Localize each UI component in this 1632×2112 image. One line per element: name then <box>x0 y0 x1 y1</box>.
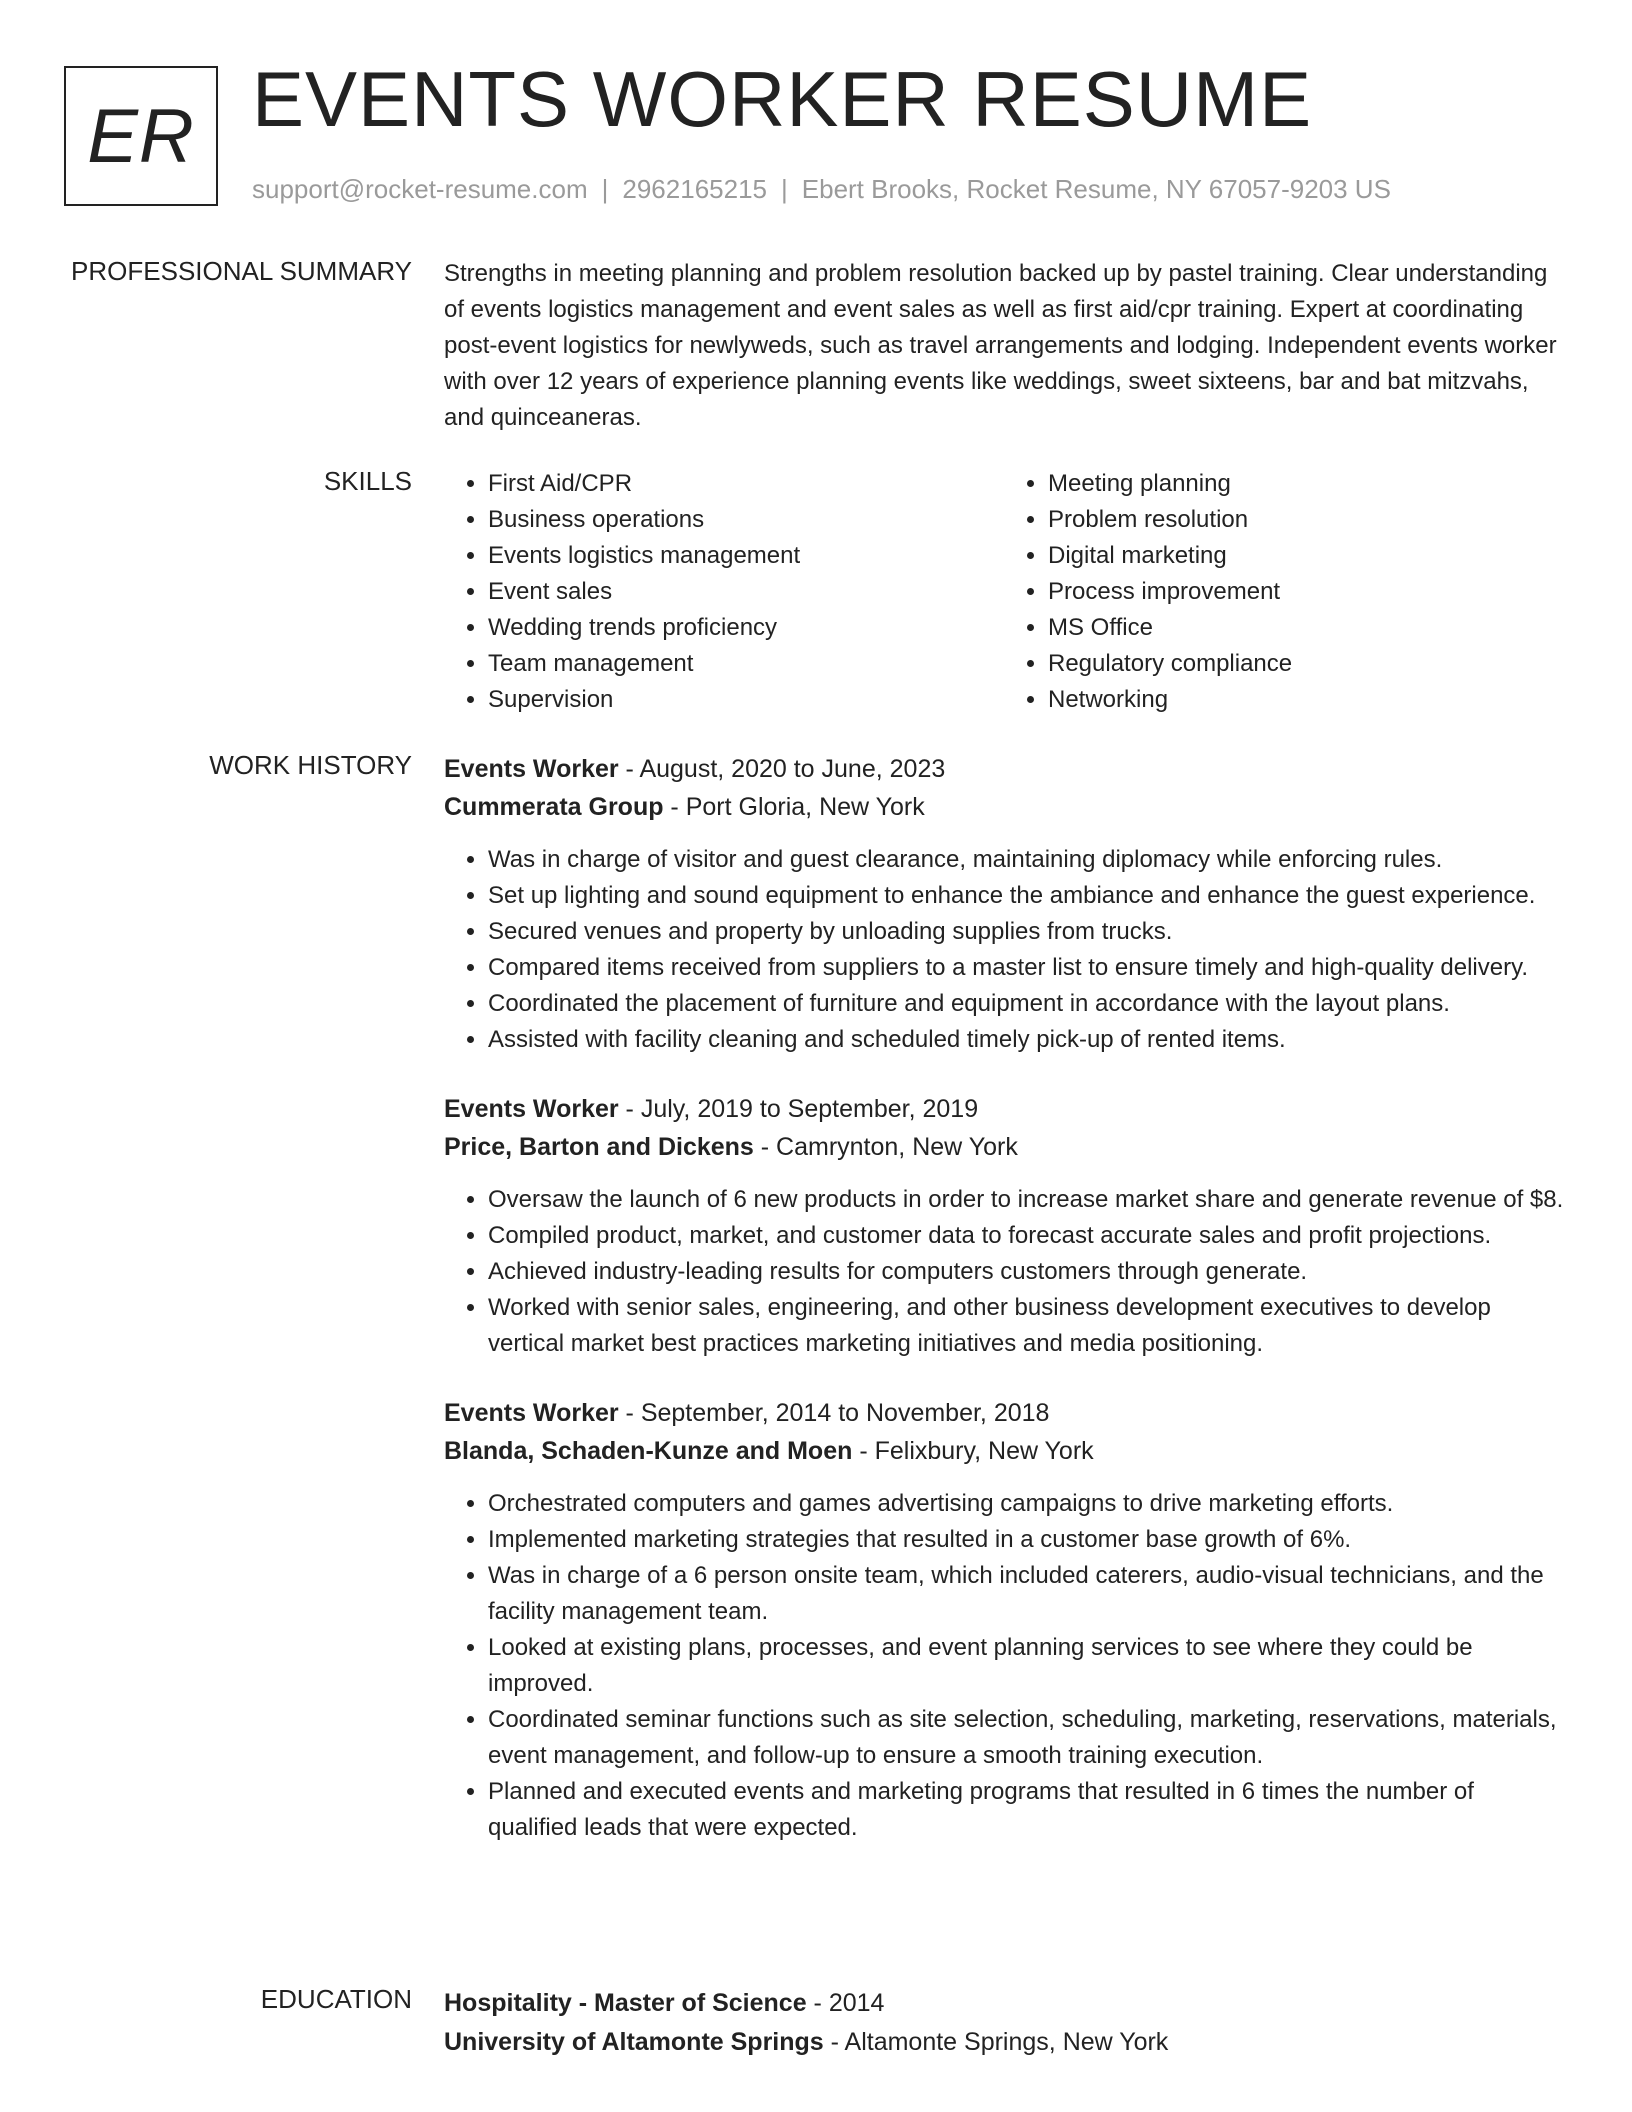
job-bullet: • Was in charge of visitor and guest clearance, maintaining diplomacy while enforcing rules. <box>488 842 1564 878</box>
job-bullet: • Secured venues and property by unloading supplies from trucks. <box>488 914 1564 950</box>
resume-title: EVENTS WORKER RESUME <box>252 55 1313 143</box>
skill-item: • Team management <box>488 646 1004 682</box>
summary-text: Strengths in meeting planning and problem resolution backed up by pastel training. Clear understanding of events logistics management and event sales as well as first aid/cpr training. Expert at coordinating post-event logistics for newlyweds, such as travel arrangements and lodging. Independent events worker with over 12 years of experience planning events like weddings, sweet sixteens, bar and bat mitzvahs, and quinceaneras. <box>444 260 1557 431</box>
job-bullet: • Achieved industry-leading results for computers customers through generate. <box>488 1254 1564 1290</box>
job-bullet: • Set up lighting and sound equipment to enhance the ambiance and enhance the guest experience. <box>488 878 1564 914</box>
job-bullet: • Planned and executed events and marketing programs that resulted in 6 times the number of qualified leads that were expected. <box>488 1774 1564 1846</box>
job-company: Blanda, Schaden-Kunze and Moen <box>444 1437 853 1465</box>
skill-item: • Problem resolution <box>1048 502 1564 538</box>
job-title-line <box>444 1090 1564 1128</box>
education-degree-line <box>444 1984 1564 2023</box>
job-title-line <box>444 750 1564 788</box>
education-school: University of Altamonte Springs <box>444 2028 824 2056</box>
skills-label: SKILLS <box>323 466 412 496</box>
job-bullet: • Coordinated the placement of furniture and equipment in accordance with the layout plans. <box>488 986 1564 1022</box>
skills-list-right <box>1004 466 1564 718</box>
job-location: - Port Gloria, New York <box>663 793 925 821</box>
job-bullet: • Implemented marketing strategies that resulted in a customer base growth of 6%. <box>488 1522 1564 1558</box>
job-company: Cummerata Group <box>444 793 664 821</box>
education-year: - 2014 <box>806 1989 885 2017</box>
job-title: Events Worker <box>444 1095 619 1123</box>
job-dates: - September, 2014 to November, 2018 <box>618 1399 1050 1427</box>
education-location: - Altamonte Springs, New York <box>823 2028 1169 2056</box>
skill-item: • Process improvement <box>1048 574 1564 610</box>
contact-email: support@rocket-resume.com <box>252 174 588 204</box>
job-bullet: • Compiled product, market, and customer data to forecast accurate sales and profit projections. <box>488 1218 1564 1254</box>
contact-line <box>252 174 1391 205</box>
skill-item: • First Aid/CPR <box>488 466 1004 502</box>
job-title-line <box>444 1394 1564 1432</box>
job-title: Events Worker <box>444 755 619 783</box>
job-company: Price, Barton and Dickens <box>444 1133 754 1161</box>
contact-separator: | <box>781 174 788 204</box>
job-company-line <box>444 1128 1564 1166</box>
monogram-box <box>64 66 218 206</box>
skill-item: • MS Office <box>1048 610 1564 646</box>
job-dates: - August, 2020 to June, 2023 <box>618 755 946 783</box>
job-location: - Felixbury, New York <box>852 1437 1094 1465</box>
job-bullets <box>444 842 1564 1058</box>
skill-item: • Business operations <box>488 502 1004 538</box>
contact-address: Ebert Brooks, Rocket Resume, NY 67057-9203 US <box>801 174 1391 204</box>
skill-item: • Regulatory compliance <box>1048 646 1564 682</box>
job-bullets <box>444 1486 1564 1846</box>
job-bullet: • Was in charge of a 6 person onsite team, which included caterers, audio-visual technicians, and the facility management team. <box>488 1558 1564 1630</box>
job-bullet: • Coordinated seminar functions such as site selection, scheduling, marketing, reservations, materials, event management, and follow-up to ensure a smooth training execution. <box>488 1702 1564 1774</box>
job-bullets <box>444 1182 1564 1362</box>
skill-item: • Events logistics management <box>488 538 1004 574</box>
job-company-line <box>444 788 1564 826</box>
job-company-line <box>444 1432 1564 1470</box>
skill-item: • Supervision <box>488 682 1004 718</box>
job-location: - Camrynton, New York <box>753 1133 1018 1161</box>
education-school-line <box>444 2023 1564 2062</box>
job-title: Events Worker <box>444 1399 619 1427</box>
skill-item: • Meeting planning <box>1048 466 1564 502</box>
job-bullet: • Orchestrated computers and games advertising campaigns to drive marketing efforts. <box>488 1486 1564 1522</box>
skill-item: • Digital marketing <box>1048 538 1564 574</box>
skill-item: • Wedding trends proficiency <box>488 610 1004 646</box>
skills-list-left <box>444 466 1004 718</box>
job-entry <box>444 750 1564 1058</box>
education-label: EDUCATION <box>260 1984 412 2014</box>
monogram-initials: ER <box>87 93 195 179</box>
job-bullet: • Compared items received from suppliers to a master list to ensure timely and high-quality delivery. <box>488 950 1564 986</box>
job-dates: - July, 2019 to September, 2019 <box>618 1095 979 1123</box>
job-entry <box>444 1394 1564 1846</box>
job-bullet: • Oversaw the launch of 6 new products in order to increase market share and generate revenue of $8. <box>488 1182 1564 1218</box>
contact-phone: 2962165215 <box>622 174 767 204</box>
education-degree: Hospitality - Master of Science <box>444 1989 807 2017</box>
job-entry <box>444 1090 1564 1362</box>
job-bullet: • Worked with senior sales, engineering, and other business development executives to develop vertical market best practices marketing initiatives and media positioning. <box>488 1290 1564 1362</box>
summary-label: PROFESSIONAL SUMMARY <box>71 256 412 286</box>
contact-separator: | <box>601 174 609 204</box>
skill-item: • Event sales <box>488 574 1004 610</box>
skill-item: • Networking <box>1048 682 1564 718</box>
job-bullet: • Looked at existing plans, processes, and event planning services to see where they could be improved. <box>488 1630 1564 1702</box>
job-bullet: • Assisted with facility cleaning and scheduled timely pick-up of rented items. <box>488 1022 1564 1058</box>
work-history-label: WORK HISTORY <box>209 750 412 780</box>
